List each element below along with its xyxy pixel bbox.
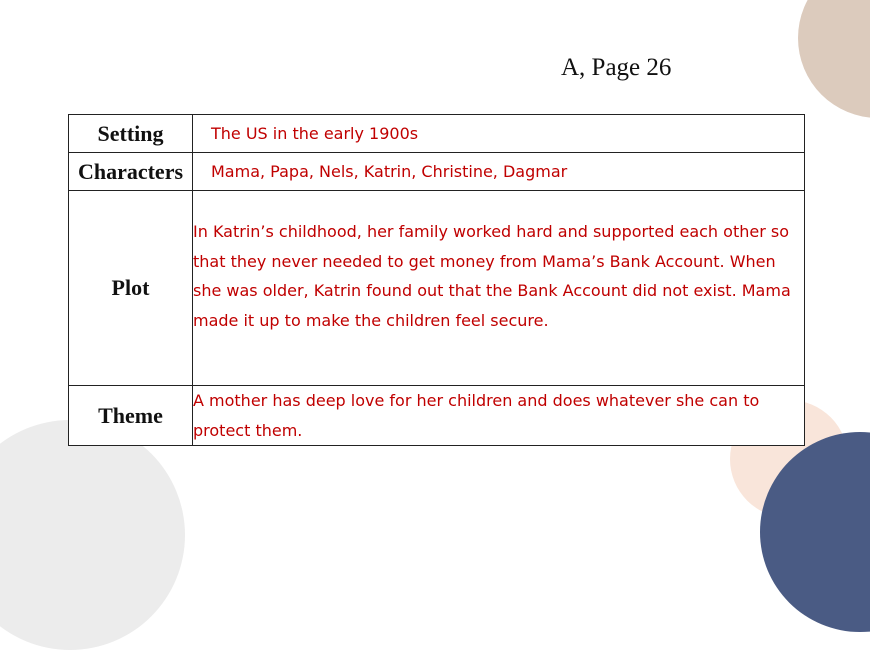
page-reference: A, Page 26 xyxy=(561,54,672,81)
row-content-characters: Mama, Papa, Nels, Katrin, Christine, Dagmar xyxy=(193,153,805,191)
row-label-setting: Setting xyxy=(69,115,193,153)
story-elements-table xyxy=(68,114,805,446)
decorative-circle-grey xyxy=(0,420,185,650)
row-content-plot: In Katrin’s childhood, her family worked hard and supported each other so that they never needed to get money from Mama’s Bank Account. When she was older, Katrin found out that the Bank Account did not exist. Mama made it up to make the children feel secure. xyxy=(193,191,805,386)
table-row-plot xyxy=(69,191,805,386)
row-label-characters: Characters xyxy=(69,153,193,191)
row-label-plot: Plot xyxy=(69,191,193,386)
decorative-circle-tan xyxy=(798,0,870,118)
row-label-theme: Theme xyxy=(69,386,193,446)
row-content-setting: The US in the early 1900s xyxy=(193,115,805,153)
table-row-theme xyxy=(69,386,805,446)
row-content-theme: A mother has deep love for her children and does whatever she can to protect them. xyxy=(193,386,805,446)
table-row-characters xyxy=(69,153,805,191)
table-row-setting xyxy=(69,115,805,153)
